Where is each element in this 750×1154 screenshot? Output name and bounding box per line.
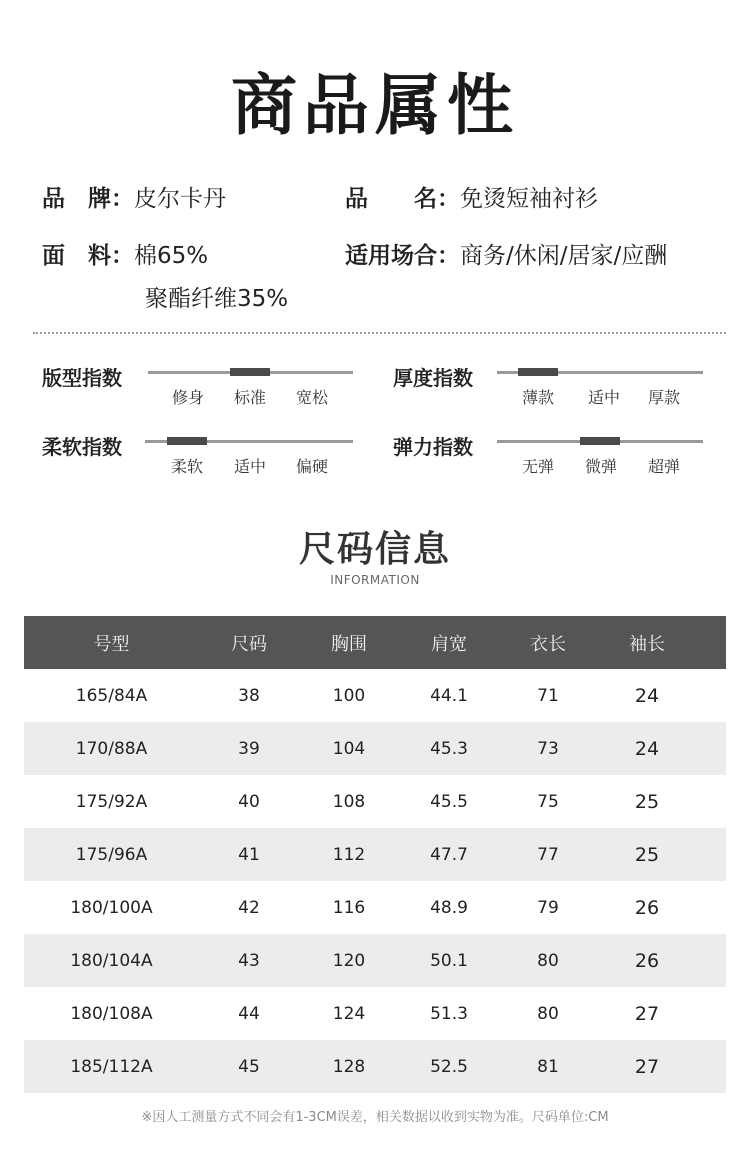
table-cell: 25 (634, 843, 660, 866)
index-name-fit: 版型指数 (42, 366, 122, 390)
name-label: 品 名： (345, 186, 460, 212)
table-row (24, 1040, 726, 1093)
table-header (24, 616, 726, 669)
size-section-title: 尺码信息 (298, 529, 451, 570)
table-row (24, 775, 726, 828)
header-cell: 衣长 (530, 633, 566, 655)
index-name-thickness: 厚度指数 (393, 366, 473, 390)
brand-attribute (42, 180, 226, 213)
table-row (24, 934, 726, 987)
table-row (24, 722, 726, 775)
table-cell: 81 (537, 1056, 559, 1077)
table-cell: 39 (238, 738, 260, 759)
table-cell: 80 (537, 1003, 559, 1024)
table-cell: 185/112A (70, 1056, 153, 1077)
page-title: 商品属性 (231, 67, 519, 144)
size-section-subtitle: INFORMATION (330, 573, 420, 587)
index-option: 适中 (233, 457, 266, 476)
table-cell: 38 (238, 685, 260, 706)
table-cell: 175/92A (75, 791, 148, 812)
occasion-attribute (345, 237, 667, 270)
table-cell: 104 (332, 738, 366, 759)
table-cell: 41 (238, 844, 260, 865)
header-cell: 号型 (93, 633, 130, 655)
index-option: 厚款 (647, 388, 680, 407)
table-cell: 128 (332, 1056, 366, 1077)
table-cell: 77 (537, 844, 559, 865)
table-cell: 43 (238, 950, 260, 971)
size-table (24, 616, 726, 1093)
index-option: 宽松 (295, 388, 328, 407)
index-option: 修身 (171, 388, 204, 407)
table-cell: 45.3 (430, 738, 468, 759)
table-cell: 79 (537, 897, 559, 918)
occasion-value: 商务/休闲/居家/应酬 (460, 243, 668, 269)
index-option: 标准 (233, 388, 266, 407)
table-cell: 73 (537, 738, 559, 759)
table-cell: 44.1 (430, 685, 468, 706)
occasion-label: 适用场合： (345, 243, 460, 269)
table-cell: 112 (332, 844, 366, 865)
table-cell: 180/104A (70, 950, 153, 971)
table-cell: 24 (634, 684, 660, 707)
table-cell: 48.9 (430, 897, 468, 918)
header-cell: 尺码 (231, 633, 267, 655)
table-cell: 45.5 (430, 791, 468, 812)
table-cell: 120 (332, 950, 366, 971)
index-option: 适中 (587, 388, 620, 407)
table-row (24, 881, 726, 934)
table-cell: 45 (238, 1056, 260, 1077)
fabric-value-cotton: 棉65% (134, 243, 209, 269)
index-option: 偏硬 (295, 457, 328, 476)
fabric-attribute (42, 237, 208, 270)
index-name-elasticity: 弹力指数 (393, 435, 473, 459)
index-option: 微弹 (584, 457, 617, 476)
table-cell: 175/96A (75, 844, 148, 865)
index-marker-fit (230, 368, 270, 376)
table-cell: 52.5 (430, 1056, 468, 1077)
fabric-label: 面 料： (42, 243, 134, 269)
table-row (24, 987, 726, 1040)
table-body (24, 669, 726, 1093)
table-cell: 26 (634, 949, 660, 972)
header-cell: 袖长 (629, 633, 665, 655)
table-cell: 40 (238, 791, 260, 812)
index-option: 超弹 (647, 457, 680, 476)
table-cell: 165/84A (75, 685, 148, 706)
index-option: 薄款 (521, 388, 554, 407)
table-row (24, 828, 726, 881)
table-cell: 100 (332, 685, 366, 706)
table-row (24, 669, 726, 722)
table-cell: 27 (634, 1055, 660, 1078)
table-cell: 180/100A (70, 897, 153, 918)
table-cell: 24 (634, 737, 660, 760)
table-cell: 42 (238, 897, 260, 918)
table-cell: 71 (537, 685, 559, 706)
table-cell: 50.1 (430, 950, 468, 971)
fabric-attribute-line2 (145, 280, 288, 313)
table-cell: 26 (634, 896, 660, 919)
table-cell: 47.7 (430, 844, 468, 865)
brand-value: 皮尔卡丹 (134, 186, 226, 212)
table-cell: 108 (332, 791, 366, 812)
index-marker-thickness (518, 368, 558, 376)
header-cell: 胸围 (331, 633, 367, 655)
index-name-softness: 柔软指数 (42, 435, 122, 459)
table-cell: 25 (634, 790, 660, 813)
table-cell: 80 (537, 950, 559, 971)
index-marker-softness (167, 437, 207, 445)
table-cell: 180/108A (70, 1003, 153, 1024)
table-cell: 75 (537, 791, 559, 812)
table-cell: 116 (332, 897, 366, 918)
index-option: 柔软 (170, 457, 203, 476)
header-cell: 肩宽 (431, 633, 467, 655)
name-attribute (345, 180, 598, 213)
table-cell: 170/88A (75, 738, 148, 759)
index-option: 无弹 (521, 457, 554, 476)
name-value: 免烫短袖衬衫 (460, 186, 598, 212)
index-marker-elasticity (580, 437, 620, 445)
table-cell: 27 (634, 1002, 660, 1025)
section-divider (33, 332, 726, 334)
table-cell: 51.3 (430, 1003, 468, 1024)
table-cell: 44 (238, 1003, 260, 1024)
table-cell: 124 (332, 1003, 366, 1024)
measurement-note: ※因人工测量方式不同会有1-3CM误差，相关数据以收到实物为准。尺码单位:CM (141, 1110, 609, 1125)
fabric-value-polyester: 聚酯纤维35% (145, 286, 289, 312)
brand-label: 品 牌： (42, 186, 134, 212)
